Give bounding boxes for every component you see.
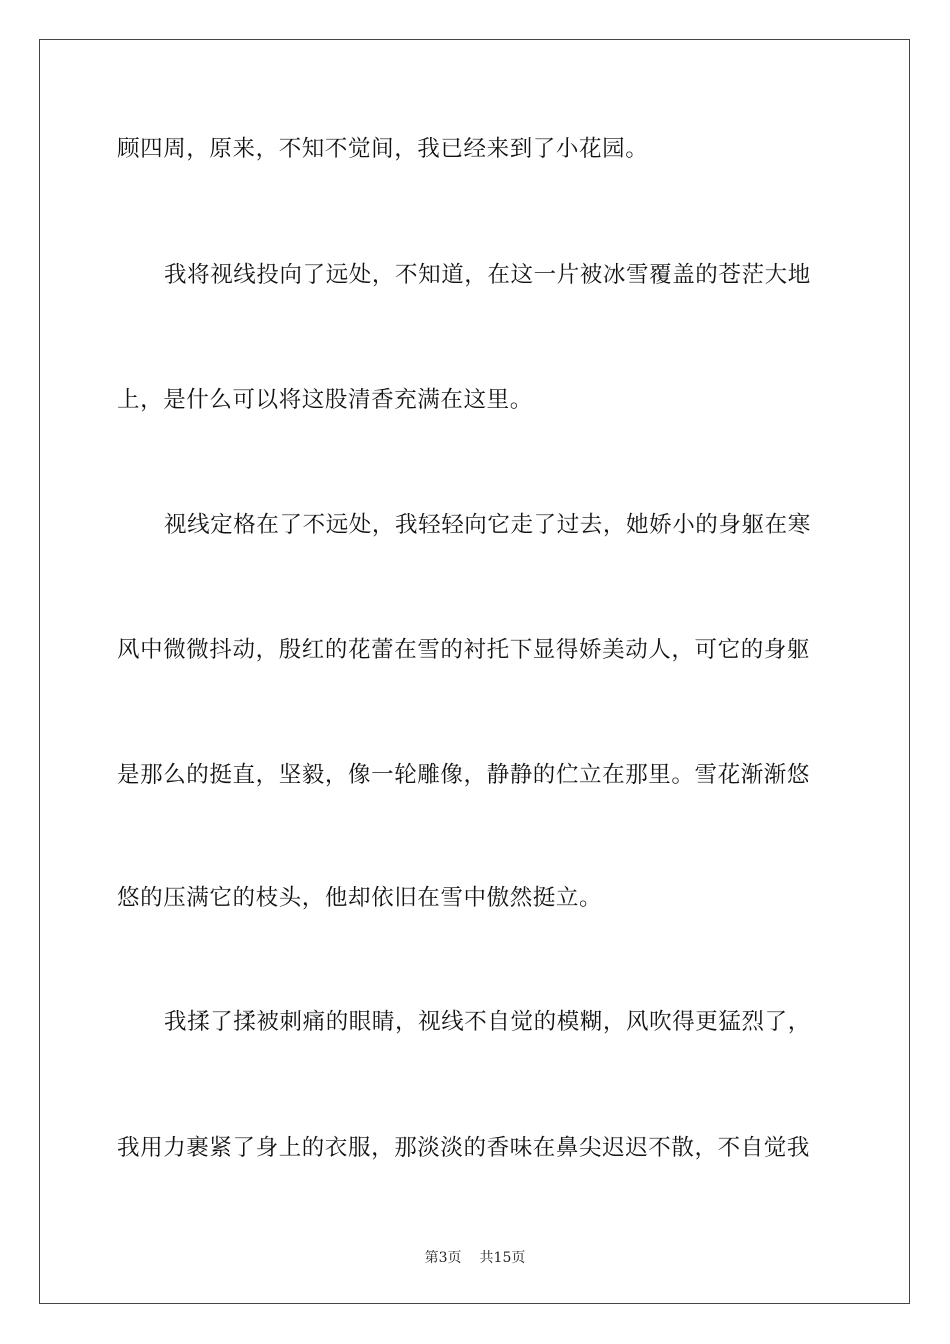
page-border xyxy=(39,39,910,1304)
page-number: 第3页 xyxy=(424,1250,462,1266)
page-footer xyxy=(0,1248,950,1268)
text-line: 上，是什么可以将这股清香充满在这里。 xyxy=(117,387,533,413)
text-line: 是那么的挺直，坚毅，像一轮雕像，静静的伫立在那里。雪花渐渐悠 xyxy=(117,762,811,788)
page-total: 共15页 xyxy=(479,1250,526,1266)
paragraph-start-line: 我将视线投向了远处，不知道，在这一片被冰雪覆盖的苍茫大地 xyxy=(164,262,811,288)
paragraph-start-line: 我揉了揉被刺痛的眼睛，视线不自觉的模糊，风吹得更猛烈了， xyxy=(164,1009,811,1035)
text-line: 悠的压满它的枝头，他却依旧在雪中傲然挺立。 xyxy=(117,885,603,911)
text-line: 顾四周，原来，不知不觉间，我已经来到了小花园。 xyxy=(117,136,649,162)
text-line: 我用力裹紧了身上的衣服，那淡淡的香味在鼻尖迟迟不散，不自觉我 xyxy=(117,1135,811,1161)
text-line: 风中微微抖动，殷红的花蕾在雪的衬托下显得娇美动人，可它的身躯 xyxy=(117,637,811,663)
paragraph-start-line: 视线定格在了不远处，我轻轻向它走了过去，她娇小的身躯在寒 xyxy=(164,512,811,538)
